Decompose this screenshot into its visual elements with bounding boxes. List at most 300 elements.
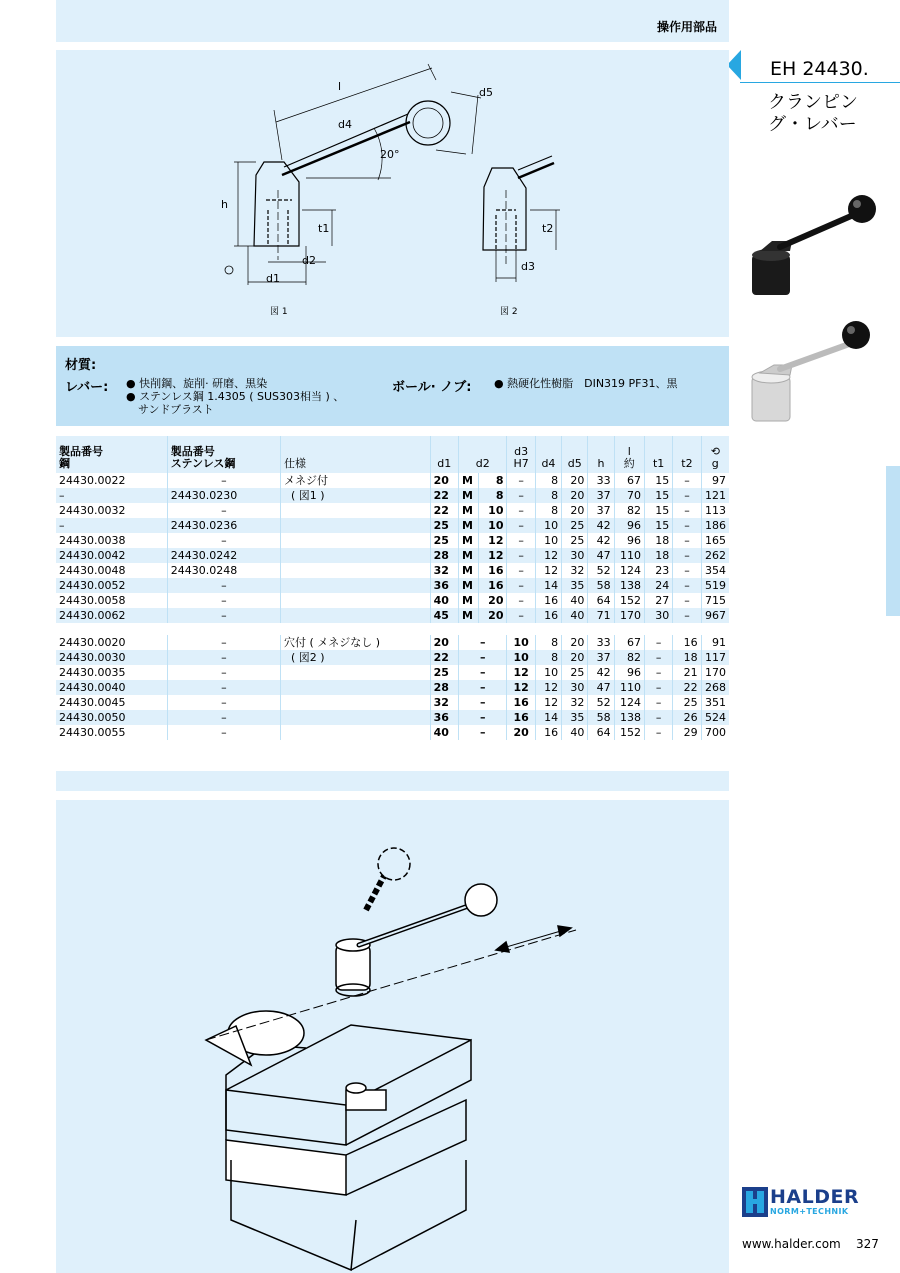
cell-h: 64 bbox=[588, 725, 614, 740]
cell-d4: 14 bbox=[535, 578, 561, 593]
cell-stainless-number: 24430.0248 bbox=[167, 563, 280, 578]
cell-spec bbox=[280, 608, 430, 623]
cell-steel-number: 24430.0048 bbox=[56, 563, 167, 578]
lever-material-item: サンドブラスト bbox=[138, 403, 214, 416]
cell-d3: 12 bbox=[507, 680, 535, 695]
cell-stainless-number: – bbox=[167, 473, 280, 488]
cell-stainless-number: – bbox=[167, 608, 280, 623]
cell-d4: 8 bbox=[535, 488, 561, 503]
table-row bbox=[56, 650, 729, 665]
cell-spec: ( 図1 ) bbox=[280, 488, 430, 503]
cell-d1: 45 bbox=[430, 608, 458, 623]
cell-steel-number: 24430.0038 bbox=[56, 533, 167, 548]
table-row bbox=[56, 548, 729, 563]
cell-d2: – bbox=[458, 695, 507, 710]
cell-g: 262 bbox=[701, 548, 729, 563]
cell-steel-number: 24430.0055 bbox=[56, 725, 167, 740]
cell-spec bbox=[280, 695, 430, 710]
cell-steel-number: 24430.0058 bbox=[56, 593, 167, 608]
cell-l: 70 bbox=[614, 488, 644, 503]
cell-t1: 15 bbox=[644, 473, 672, 488]
cell-h: 52 bbox=[588, 563, 614, 578]
cell-d5: 32 bbox=[562, 695, 588, 710]
cell-d3: – bbox=[507, 503, 535, 518]
cell-d2-size: 10 bbox=[479, 503, 507, 518]
cell-spec bbox=[280, 578, 430, 593]
cell-d5: 25 bbox=[562, 533, 588, 548]
cell-h: 37 bbox=[588, 650, 614, 665]
cell-d5: 40 bbox=[562, 725, 588, 740]
cell-d1: 20 bbox=[430, 635, 458, 650]
cell-stainless-number: – bbox=[167, 665, 280, 680]
cell-d2: – bbox=[458, 725, 507, 740]
header-d4: d4 bbox=[535, 436, 561, 473]
cell-t2: 26 bbox=[673, 710, 701, 725]
cell-d2-size: 10 bbox=[479, 518, 507, 533]
cell-d4: 16 bbox=[535, 608, 561, 623]
cell-d4: 8 bbox=[535, 473, 561, 488]
cell-spec bbox=[280, 593, 430, 608]
cell-d2-size: 20 bbox=[479, 593, 507, 608]
spacer-bar bbox=[56, 771, 729, 791]
cell-d4: 8 bbox=[535, 635, 561, 650]
table-row bbox=[56, 593, 729, 608]
header-steel: 製品番号 鋼 bbox=[56, 436, 167, 473]
brand-name: HALDER bbox=[770, 1186, 860, 1208]
table-row bbox=[56, 608, 729, 623]
cell-t1: 15 bbox=[644, 488, 672, 503]
cell-h: 52 bbox=[588, 695, 614, 710]
cell-d1: 32 bbox=[430, 695, 458, 710]
stainless-lever-photo-icon bbox=[752, 321, 870, 421]
dim-t1: t1 bbox=[318, 222, 330, 235]
halder-logo-icon bbox=[742, 1187, 768, 1217]
header-d3: d3 H7 bbox=[507, 436, 535, 473]
cell-h: 42 bbox=[588, 518, 614, 533]
website-link[interactable]: www.halder.com bbox=[742, 1237, 841, 1251]
cell-steel-number: 24430.0020 bbox=[56, 635, 167, 650]
cell-t1: – bbox=[644, 725, 672, 740]
cell-d1: 32 bbox=[430, 563, 458, 578]
cell-l: 110 bbox=[614, 548, 644, 563]
cell-d3: 10 bbox=[507, 650, 535, 665]
brand-subtitle: NORM+TECHNIK bbox=[770, 1207, 849, 1216]
black-lever-photo-icon bbox=[752, 195, 876, 295]
cell-d5: 30 bbox=[562, 548, 588, 563]
cell-spec bbox=[280, 665, 430, 680]
cell-g: 700 bbox=[701, 725, 729, 740]
cell-t1: – bbox=[644, 650, 672, 665]
table-row bbox=[56, 578, 729, 593]
cell-d1: 25 bbox=[430, 533, 458, 548]
cell-d4: 12 bbox=[535, 548, 561, 563]
cell-g: 186 bbox=[701, 518, 729, 533]
side-tab bbox=[886, 466, 900, 616]
cell-t2: – bbox=[673, 473, 701, 488]
cell-t2: – bbox=[673, 518, 701, 533]
header-stainless: 製品番号 ステンレス鋼 bbox=[167, 436, 280, 473]
cell-l: 82 bbox=[614, 503, 644, 518]
cell-l: 124 bbox=[614, 563, 644, 578]
cell-d2-prefix: M bbox=[458, 488, 478, 503]
page-number: 327 bbox=[856, 1237, 879, 1251]
tag-arrow-icon bbox=[727, 50, 741, 80]
cell-steel-number: – bbox=[56, 488, 167, 503]
cell-spec bbox=[280, 725, 430, 740]
cell-t2: 21 bbox=[673, 665, 701, 680]
cell-d2: – bbox=[458, 650, 507, 665]
cell-l: 96 bbox=[614, 518, 644, 533]
cell-h: 33 bbox=[588, 635, 614, 650]
cell-d2: – bbox=[458, 665, 507, 680]
table-row bbox=[56, 635, 729, 650]
cell-d2-prefix: M bbox=[458, 518, 478, 533]
knob-material-item: ● 熱硬化性樹脂 DIN319 PF31、黒 bbox=[494, 377, 678, 390]
cell-t2: – bbox=[673, 578, 701, 593]
cell-d1: 28 bbox=[430, 548, 458, 563]
cell-d2: – bbox=[458, 680, 507, 695]
cell-d4: 14 bbox=[535, 710, 561, 725]
table-row bbox=[56, 533, 729, 548]
cell-spec bbox=[280, 503, 430, 518]
cell-l: 152 bbox=[614, 593, 644, 608]
cell-t2: 16 bbox=[673, 635, 701, 650]
cell-h: 33 bbox=[588, 473, 614, 488]
cell-h: 47 bbox=[588, 680, 614, 695]
cell-l: 138 bbox=[614, 578, 644, 593]
cell-d1: 22 bbox=[430, 488, 458, 503]
lever-material-item: ● ステンレス鋼 1.4305 ( SUS303相当 ) 、 bbox=[126, 390, 345, 403]
cell-d1: 25 bbox=[430, 665, 458, 680]
cell-t2: 25 bbox=[673, 695, 701, 710]
cell-d2-prefix: M bbox=[458, 593, 478, 608]
cell-steel-number: 24430.0022 bbox=[56, 473, 167, 488]
header-spec: 仕様 bbox=[280, 436, 430, 473]
cell-d3: – bbox=[507, 563, 535, 578]
cell-t2: – bbox=[673, 548, 701, 563]
cell-g: 967 bbox=[701, 608, 729, 623]
cell-spec bbox=[280, 563, 430, 578]
header-bar bbox=[56, 0, 729, 42]
cell-d3: – bbox=[507, 533, 535, 548]
cell-l: 82 bbox=[614, 650, 644, 665]
cell-stainless-number: – bbox=[167, 593, 280, 608]
cell-d3: 16 bbox=[507, 695, 535, 710]
cell-h: 58 bbox=[588, 578, 614, 593]
cell-d1: 28 bbox=[430, 680, 458, 695]
cell-t1: 23 bbox=[644, 563, 672, 578]
cell-g: 97 bbox=[701, 473, 729, 488]
cell-d1: 36 bbox=[430, 578, 458, 593]
header-g: ⟲ g bbox=[701, 436, 729, 473]
cell-g: 117 bbox=[701, 650, 729, 665]
spec-table bbox=[56, 436, 729, 748]
cell-g: 354 bbox=[701, 563, 729, 578]
cell-g: 91 bbox=[701, 635, 729, 650]
product-name: クランピング・レバー bbox=[768, 92, 858, 135]
lever-material-item: ● 快削鋼、旋削· 研磨、黒染 bbox=[126, 377, 268, 390]
cell-steel-number: 24430.0062 bbox=[56, 608, 167, 623]
knob-material-list bbox=[494, 377, 678, 390]
cell-t2: 22 bbox=[673, 680, 701, 695]
cell-t2: 29 bbox=[673, 725, 701, 740]
cell-stainless-number: – bbox=[167, 635, 280, 650]
cell-h: 42 bbox=[588, 665, 614, 680]
product-code: EH 24430. bbox=[770, 58, 869, 80]
table-end bbox=[56, 740, 729, 748]
cell-d2-prefix: M bbox=[458, 608, 478, 623]
lever-label: レバー: bbox=[65, 380, 109, 395]
spec-table-body bbox=[56, 436, 729, 748]
cell-h: 71 bbox=[588, 608, 614, 623]
cell-t2: 18 bbox=[673, 650, 701, 665]
cell-t1: 24 bbox=[644, 578, 672, 593]
header-d2: d2 bbox=[458, 436, 507, 473]
dim-angle: 20° bbox=[380, 148, 400, 161]
cell-t1: – bbox=[644, 635, 672, 650]
cell-d5: 20 bbox=[562, 635, 588, 650]
dim-d2: d2 bbox=[302, 254, 316, 267]
cell-l: 170 bbox=[614, 608, 644, 623]
cell-d5: 20 bbox=[562, 488, 588, 503]
cell-d5: 20 bbox=[562, 473, 588, 488]
cell-d1: 20 bbox=[430, 473, 458, 488]
cell-d1: 22 bbox=[430, 503, 458, 518]
cell-stainless-number: – bbox=[167, 710, 280, 725]
cell-d1: 36 bbox=[430, 710, 458, 725]
cell-t2: – bbox=[673, 608, 701, 623]
cell-d3: – bbox=[507, 608, 535, 623]
cell-t2: – bbox=[673, 533, 701, 548]
cell-h: 58 bbox=[588, 710, 614, 725]
cell-l: 96 bbox=[614, 665, 644, 680]
cell-t2: – bbox=[673, 488, 701, 503]
cell-steel-number: 24430.0045 bbox=[56, 695, 167, 710]
cell-d2-size: 8 bbox=[479, 488, 507, 503]
cell-d2-size: 16 bbox=[479, 563, 507, 578]
cell-spec bbox=[280, 680, 430, 695]
cell-h: 37 bbox=[588, 488, 614, 503]
cell-d4: 12 bbox=[535, 680, 561, 695]
cell-d4: 12 bbox=[535, 563, 561, 578]
cell-stainless-number: – bbox=[167, 695, 280, 710]
technical-drawing bbox=[56, 50, 729, 337]
cell-h: 42 bbox=[588, 533, 614, 548]
cell-d3: 12 bbox=[507, 665, 535, 680]
table-row bbox=[56, 710, 729, 725]
cell-d5: 25 bbox=[562, 518, 588, 533]
cell-d5: 40 bbox=[562, 593, 588, 608]
cell-d5: 20 bbox=[562, 650, 588, 665]
cell-stainless-number: 24430.0230 bbox=[167, 488, 280, 503]
cell-d3: 16 bbox=[507, 710, 535, 725]
cell-g: 121 bbox=[701, 488, 729, 503]
cell-d2-prefix: M bbox=[458, 533, 478, 548]
cell-steel-number: 24430.0035 bbox=[56, 665, 167, 680]
table-row bbox=[56, 488, 729, 503]
cell-steel-number: 24430.0042 bbox=[56, 548, 167, 563]
table-row bbox=[56, 725, 729, 740]
cell-t2: – bbox=[673, 593, 701, 608]
cell-d4: 16 bbox=[535, 725, 561, 740]
cell-stainless-number: – bbox=[167, 533, 280, 548]
cell-spec bbox=[280, 533, 430, 548]
cell-d3: – bbox=[507, 593, 535, 608]
table-row bbox=[56, 695, 729, 710]
cell-t1: 18 bbox=[644, 533, 672, 548]
dim-h: h bbox=[221, 198, 228, 211]
table-row bbox=[56, 680, 729, 695]
cell-d3: 20 bbox=[507, 725, 535, 740]
product-photos bbox=[740, 185, 900, 435]
cell-spec bbox=[280, 548, 430, 563]
cell-stainless-number: 24430.0242 bbox=[167, 548, 280, 563]
cell-steel-number: 24430.0030 bbox=[56, 650, 167, 665]
cell-d2-size: 12 bbox=[479, 533, 507, 548]
cell-d5: 20 bbox=[562, 503, 588, 518]
cell-t2: – bbox=[673, 563, 701, 578]
figure-1-caption: 図 1 bbox=[270, 307, 288, 317]
cell-stainless-number: – bbox=[167, 503, 280, 518]
table-row bbox=[56, 518, 729, 533]
cell-d5: 30 bbox=[562, 680, 588, 695]
cell-d5: 32 bbox=[562, 563, 588, 578]
cell-t1: 15 bbox=[644, 518, 672, 533]
cell-g: 170 bbox=[701, 665, 729, 680]
cell-d2-prefix: M bbox=[458, 473, 478, 488]
table-row bbox=[56, 503, 729, 518]
cell-d4: 16 bbox=[535, 593, 561, 608]
cell-g: 113 bbox=[701, 503, 729, 518]
cell-l: 152 bbox=[614, 725, 644, 740]
cell-d3: 10 bbox=[507, 635, 535, 650]
cell-t2: – bbox=[673, 503, 701, 518]
cell-d2-size: 20 bbox=[479, 608, 507, 623]
cell-steel-number: – bbox=[56, 518, 167, 533]
dim-t2: t2 bbox=[542, 222, 554, 235]
fig1-drawing bbox=[225, 64, 481, 285]
cell-stainless-number: – bbox=[167, 578, 280, 593]
cell-steel-number: 24430.0040 bbox=[56, 680, 167, 695]
cell-d4: 8 bbox=[535, 650, 561, 665]
cell-t1: – bbox=[644, 695, 672, 710]
table-row bbox=[56, 665, 729, 680]
cell-g: 519 bbox=[701, 578, 729, 593]
cell-stainless-number: – bbox=[167, 680, 280, 695]
cell-d1: 40 bbox=[430, 725, 458, 740]
cell-h: 47 bbox=[588, 548, 614, 563]
cell-d4: 10 bbox=[535, 665, 561, 680]
cell-g: 351 bbox=[701, 695, 729, 710]
cell-d4: 10 bbox=[535, 533, 561, 548]
cell-d3: – bbox=[507, 548, 535, 563]
cell-d5: 40 bbox=[562, 608, 588, 623]
header-d1: d1 bbox=[430, 436, 458, 473]
material-section bbox=[56, 346, 729, 426]
cell-d2-prefix: M bbox=[458, 503, 478, 518]
dim-d1: d1 bbox=[266, 272, 280, 285]
cell-h: 37 bbox=[588, 503, 614, 518]
header-h: h bbox=[588, 436, 614, 473]
cell-d2-prefix: M bbox=[458, 548, 478, 563]
cell-d4: 10 bbox=[535, 518, 561, 533]
cell-l: 67 bbox=[614, 473, 644, 488]
table-row bbox=[56, 473, 729, 488]
cell-d3: – bbox=[507, 578, 535, 593]
cell-d5: 35 bbox=[562, 578, 588, 593]
cell-d2-prefix: M bbox=[458, 578, 478, 593]
cell-d5: 25 bbox=[562, 665, 588, 680]
cell-d3: – bbox=[507, 488, 535, 503]
cell-t1: 27 bbox=[644, 593, 672, 608]
cell-d3: – bbox=[507, 518, 535, 533]
cell-g: 268 bbox=[701, 680, 729, 695]
cell-d2-size: 16 bbox=[479, 578, 507, 593]
cell-h: 64 bbox=[588, 593, 614, 608]
cell-d2: – bbox=[458, 635, 507, 650]
cell-d4: 12 bbox=[535, 695, 561, 710]
cell-d3: – bbox=[507, 473, 535, 488]
cell-steel-number: 24430.0050 bbox=[56, 710, 167, 725]
dim-l: l bbox=[338, 80, 342, 93]
table-row bbox=[56, 563, 729, 578]
cell-stainless-number: – bbox=[167, 725, 280, 740]
cell-l: 138 bbox=[614, 710, 644, 725]
dim-d4: d4 bbox=[338, 118, 352, 131]
dim-d5: d5 bbox=[479, 86, 493, 99]
vise-illustration bbox=[56, 800, 729, 1273]
cell-d1: 22 bbox=[430, 650, 458, 665]
header-t1: t1 bbox=[644, 436, 672, 473]
cell-g: 715 bbox=[701, 593, 729, 608]
application-illustration bbox=[56, 800, 729, 1273]
cell-d2-size: 12 bbox=[479, 548, 507, 563]
cell-d1: 40 bbox=[430, 593, 458, 608]
group-gap bbox=[56, 623, 729, 635]
cell-l: 110 bbox=[614, 680, 644, 695]
cell-l: 124 bbox=[614, 695, 644, 710]
cell-steel-number: 24430.0032 bbox=[56, 503, 167, 518]
cell-g: 524 bbox=[701, 710, 729, 725]
cell-t1: – bbox=[644, 710, 672, 725]
category-title: 操作用部品 bbox=[656, 20, 717, 34]
cell-d1: 25 bbox=[430, 518, 458, 533]
code-underline bbox=[740, 82, 900, 83]
cell-d4: 8 bbox=[535, 503, 561, 518]
header-t2: t2 bbox=[673, 436, 701, 473]
dim-d3: d3 bbox=[521, 260, 535, 273]
cell-d5: 35 bbox=[562, 710, 588, 725]
header-d5: d5 bbox=[562, 436, 588, 473]
cell-stainless-number: – bbox=[167, 650, 280, 665]
cell-spec: ( 図2 ) bbox=[280, 650, 430, 665]
cell-d2: – bbox=[458, 710, 507, 725]
cell-stainless-number: 24430.0236 bbox=[167, 518, 280, 533]
dimension-drawing bbox=[56, 50, 729, 337]
cell-spec: メネジ付 bbox=[280, 473, 430, 488]
cell-spec bbox=[280, 710, 430, 725]
cell-d2-prefix: M bbox=[458, 563, 478, 578]
cell-steel-number: 24430.0052 bbox=[56, 578, 167, 593]
figure-2-caption: 図 2 bbox=[500, 307, 518, 317]
cell-t1: – bbox=[644, 680, 672, 695]
table-header-row bbox=[56, 436, 729, 473]
cell-g: 165 bbox=[701, 533, 729, 548]
cell-t1: 18 bbox=[644, 548, 672, 563]
knob-label: ボール· ノブ: bbox=[392, 380, 472, 395]
cell-spec: 穴付 ( メネジなし ) bbox=[280, 635, 430, 650]
cell-spec bbox=[280, 518, 430, 533]
